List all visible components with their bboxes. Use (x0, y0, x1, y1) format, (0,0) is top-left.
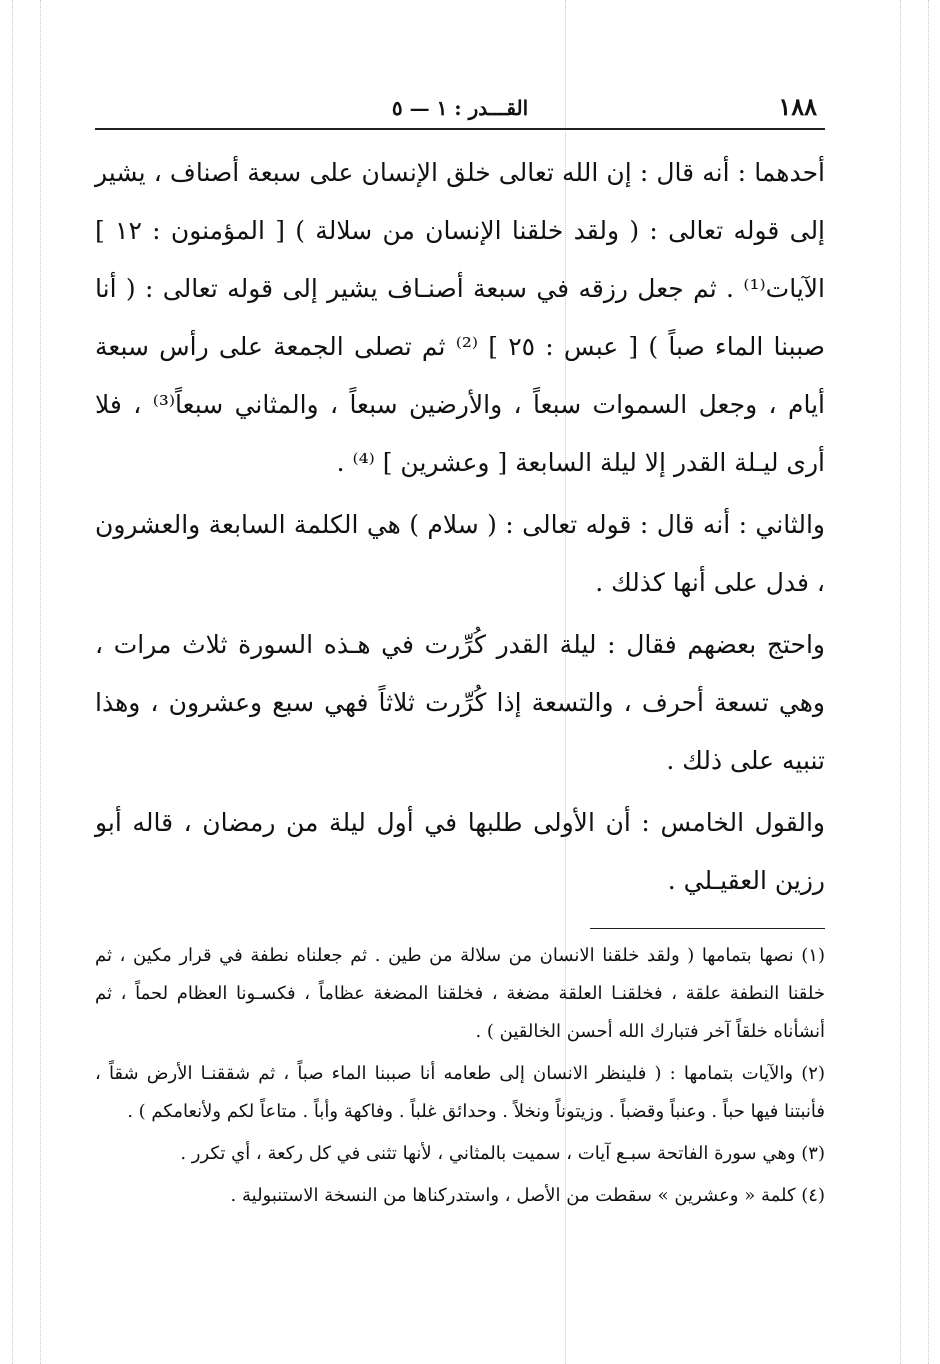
paragraph-argument: واحتج بعضهم فقال : ليلة القدر كُرِّرت في هـذه السورة ثلاث مرات ، وهي تسعة أحرف ، والتسعة إذا كُرِّرت ثلاثاً فهي سبع وعشرون ، وهذا تنبيه على ذلك . (95, 630, 825, 775)
footnotes (95, 937, 825, 1215)
footnote-2: (٢) والآيات بتمامها : ( فلينظر الانسان إلى طعامه أنا صببنا الماء صباً ، ثم شققنـا الأرض شقاً ، فأنبتنا فيها حباً . وعنباً وقضباً . وزيتوناً ونخلاً . وحدائق غلباً . وفاكهة وأباً . متاعاً لكم ولأنعامكم ) . (95, 1063, 825, 1122)
main-text (95, 144, 825, 910)
guide-line (928, 0, 929, 1364)
book-page (95, 90, 825, 1219)
paragraph-fifth-opinion: والقول الخامس : أن الأولى طلبها في أول ليلة من رمضان ، قاله أبو رزين العقيـلي . (95, 808, 825, 895)
guide-line (12, 0, 13, 1364)
footnote-1: (١) نصها بتمامها ( ولقد خلقنا الانسان من سلالة من طين . ثم جعلناه نطفة في قرار مكين ، ثم خلقنا النطفة علقة ، فخلقنـا العلقة مضغة ، فخلقنا المضغة عظاماً ، فكسـونا العظام لحماً ، ثم أنشأناه خلقاً آخر فتبارك الله أحسن الخالقين ) . (95, 945, 825, 1042)
running-title: القـــدر : ١ — ٥ (391, 96, 529, 120)
paragraph-first-opinion: أحدهما : أنه قال : إن الله تعالى خلق الإنسان على سبعة أصناف ، يشير إلى قوله تعالى : ( ولقد خلقنا الإنسان من سلالة ) [ المؤمنون : ١٢ ] الآيات⁽¹⁾ . ثم جعل رزقه في سبعة أصنـاف يشير إلى قوله تعالى : ( أنا صببنا الماء صباً ) [ عبس : ٢٥ ] ⁽²⁾ ثم تصلى الجمعة على رأس سبعة أيام ، وجعل السموات سبعاً ، والأرضين سبعاً ، والمثاني سبعاً⁽³⁾ ، فلا أرى ليـلة القدر إلا ليلة السابعة [ وعشرين ] ⁽⁴⁾ . (95, 158, 826, 477)
footnote-4: (٤) كلمة « وعشرين » سقطت من الأصل ، واستدركناها من النسخة الاستنبولية . (230, 1185, 825, 1206)
footnote-3: (٣) وهي سورة الفاتحة سبـع آيات ، سميت بالمثاني ، لأنها تثنى في كل ركعة ، أي تكرر . (180, 1143, 825, 1164)
page-header (95, 90, 825, 130)
page-number: ١٨٨ (778, 92, 817, 121)
guide-line (900, 0, 901, 1364)
guide-line (40, 0, 41, 1364)
footnote-divider (590, 928, 825, 929)
paragraph-second-opinion: والثاني : أنه قال : قوله تعالى : ( سلام ) هي الكلمة السابعة والعشرون ، فدل على أنها كذلك . (95, 510, 825, 597)
